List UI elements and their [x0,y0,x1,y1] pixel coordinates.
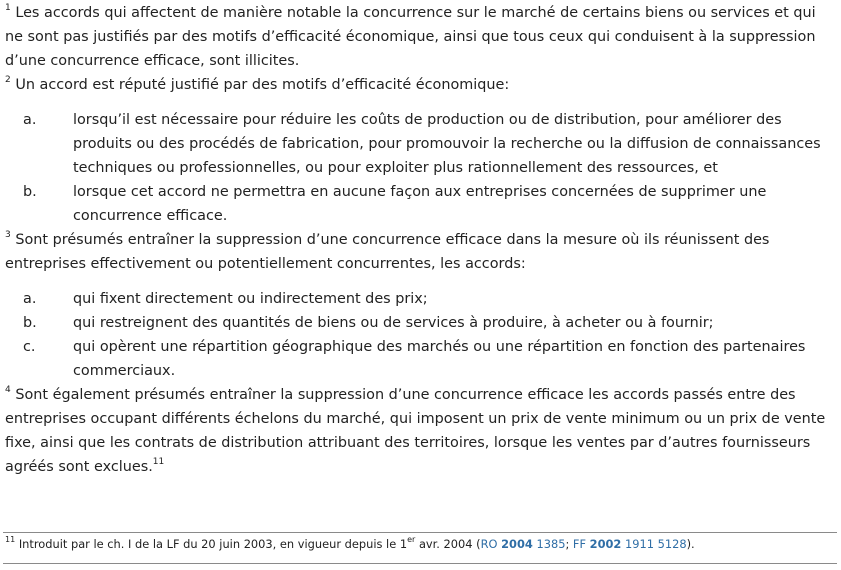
list-item-text: lorsque cet accord ne permettra en aucune façon aux entreprises concernées de supprimer une concurrence efficace. [73,184,767,224]
list-item [5,108,837,180]
list-item [5,180,837,228]
paragraph-2-list [5,108,837,228]
list-item-text: qui restreignent des quantités de biens ou de services à produire, à acheter ou à fournir; [73,315,714,331]
list-letter: b. [23,315,37,331]
footnotes-section [3,532,837,564]
list-item-text: qui opèrent une répartition géographique des marchés ou une répartition en fonction des partenaires commerciaux. [73,339,806,379]
paragraph-text: Sont présumés entraîner la suppression d’une concurrence efficace dans la mesure où ils réunissent des entreprises effectivement ou potentiellement concurrentes, les accords: [5,232,770,272]
paragraph-number: 1 [5,3,11,14]
list-item [5,335,837,383]
list-letter: c. [23,339,36,355]
paragraph-text: Un accord est réputé justifié par des motifs d’efficacité économique: [15,77,510,93]
ff-reference-link[interactable]: FF 2002 1911 5128 [572,537,687,551]
paragraph-1 [5,0,837,73]
list-letter: a. [23,291,37,307]
paragraph-text: Sont également présumés entraîner la suppression d’une concurrence efficace les accords passés entre des entreprises occupant différents échelons du marché, qui imposent un prix de vente minimum ou un prix de vente fixe, ainsi que les contrats de distribution attribuant des territoires, lorsque les ventes par d’autres fournisseurs agréés sont exclues. [5,387,826,475]
paragraph-2 [5,73,837,97]
paragraph-3-list [5,287,837,383]
footnote-closing: ). [686,537,695,551]
paragraph-4 [5,383,837,479]
paragraph-number: 4 [5,385,11,396]
paragraph-3 [5,228,837,276]
footnote-text-after: avr. 2004 ( [415,537,481,551]
list-item-text: lorsqu’il est nécessaire pour réduire les coûts de production ou de distribution, pour améliorer des produits ou des procédés de fabrication, pour promouvoir la recherche ou la diffusion de connaissances techniques ou professionnelles, ou pour exploiter plus rationnellement des ressources, et [73,112,821,176]
list-letter: a. [23,112,37,128]
list-letter: b. [23,184,37,200]
footnote-ordinal: er [407,535,416,545]
paragraph-text: Les accords qui affectent de manière notable la concurrence sur le marché de certains biens ou services et qui ne sont pas justifiés par des motifs d’efficacité économique, ainsi que tous ceux qui conduisent à la suppression d’une concurrence efficace, sont illicites. [5,5,816,69]
ro-reference-link[interactable]: RO 2004 1385 [480,537,566,551]
list-item [5,311,837,335]
footnote-reference[interactable]: 11 [152,457,165,468]
list-item-text: qui fixent directement ou indirectement des prix; [73,291,428,307]
footnote-text: Introduit par le ch. I de la LF du 20 juin 2003, en vigueur depuis le 1 [18,537,408,551]
list-item [5,287,837,311]
paragraph-number: 2 [5,75,11,86]
reference-separator: ; [565,537,573,551]
footnote-number: 11 [5,535,16,545]
footnote-11 [5,536,837,552]
paragraph-number: 3 [5,230,11,241]
